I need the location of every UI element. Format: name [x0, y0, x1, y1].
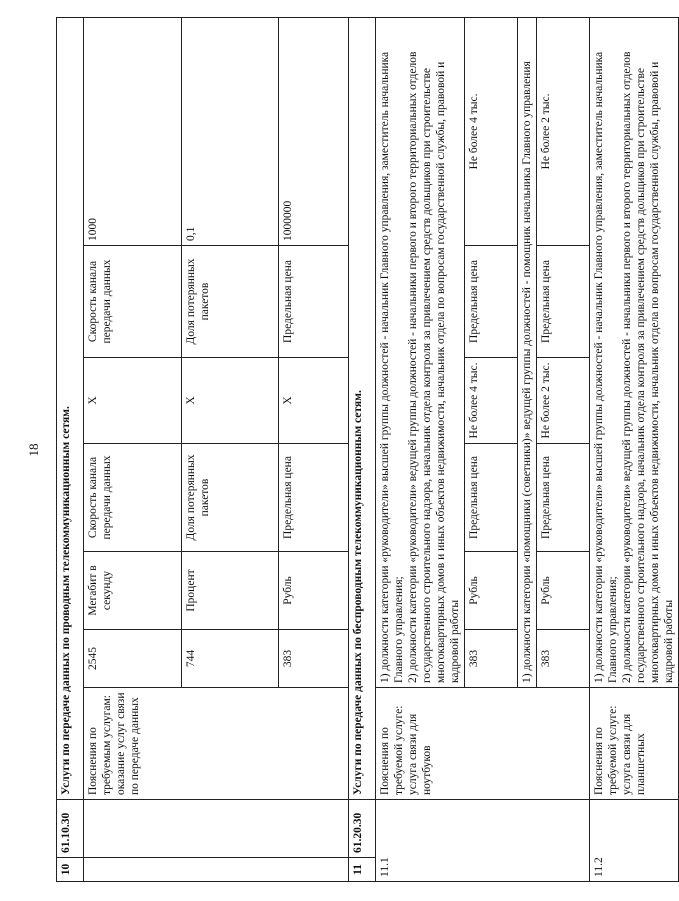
section-10-header-row [57, 17, 84, 881]
characteristic-name: Предельная цена [465, 444, 518, 552]
characteristic-value-approved: 1000000 [279, 17, 349, 245]
characteristic-value: Не более 2 тыс. [537, 358, 590, 444]
characteristic-name-approved: Предельная цена [537, 246, 590, 358]
empty-cell [84, 800, 349, 858]
characteristic-name: Предельная цена [279, 444, 349, 552]
row-11-1-number: 11.1 [376, 800, 590, 882]
okei-code: 383 [279, 630, 349, 688]
okei-code: 2545 [84, 630, 182, 688]
section-10-code: 61.10.30 [57, 800, 84, 858]
characteristic-name: Доля потерянных пакетов [181, 444, 279, 552]
characteristic-name-approved: Скорость канала передачи данных [84, 246, 182, 358]
row-11-1-positions-b-text: 1) должности категории «помощники (советники)» ведущей группы должностей - помощник начальника Главного управления [518, 17, 537, 687]
section-10-explanation: Пояснения по требуемым услугам: оказание услуг связи по передаче данных [84, 688, 349, 800]
characteristic-value-approved: Не более 2 тыс. [537, 17, 590, 245]
row-11-2-positions-text: 1) должности категории «руководители» высшей группы должностей - начальник Главного управления, заместитель начальника Главного управления; 2) должности категории «руководители» ведущей группы должностей - начальники первого и второго территориальных отделов государственного строительного надзора, начальник отдела контроля за привлечением средств дольщиков при строительстве многоквартирных домов и иных объектов недвижимости, начальник отдела по вопросам государственной службы, правовой и кадровой работы [590, 17, 679, 687]
okei-code: 383 [465, 630, 518, 688]
document-sheet [56, 18, 676, 884]
okei-code: 744 [181, 630, 279, 688]
characteristic-value: X [279, 358, 349, 444]
characteristic-value-approved: Не более 4 тыс. [465, 17, 518, 245]
row-11-2-positions [590, 17, 679, 881]
characteristic-name: Предельная цена [537, 444, 590, 552]
unit-name: Рубль [279, 552, 349, 630]
row-11-1-explanation: Пояснения по требуемой услуге: услуга связи для ноутбуков [376, 688, 590, 800]
unit-name: Рубль [537, 552, 590, 630]
requirements-table [56, 17, 679, 882]
section-11-title: Услуги по передаче данных по беспроводным телекоммуникационным сетям. [349, 17, 376, 799]
section-10-number: 10 [57, 858, 84, 882]
page-number: 18 [26, 443, 41, 457]
characteristic-name-approved: Предельная цена [465, 246, 518, 358]
section-11-code: 61.20.30 [349, 800, 376, 858]
characteristic-value: Не более 4 тыс. [465, 358, 518, 444]
row-11-2-number: 11.2 [590, 800, 679, 882]
row-11-1-positions-text: 1) должности категории «руководители» высшей группы должностей - начальник Главного управления, заместитель начальника Главного управления; 2) должности категории «руководители» ведущей группы должностей - начальники первого и второго территориальных отделов государственного строительного надзора, начальник отдела контроля за привлечением средств дольщиков при строительстве многоквартирных домов и иных объектов недвижимости, начальник отдела по вопросам государственной службы, правовой и кадровой работы [376, 17, 465, 687]
unit-name: Рубль [465, 552, 518, 630]
section-10-title: Услуги по передаче данных по проводным телекоммуникационным сетям. [57, 17, 84, 799]
row-11-1-positions [376, 17, 465, 881]
characteristic-value-approved: 1000 [84, 17, 182, 245]
characteristic-value-approved: 0,1 [181, 17, 279, 245]
okei-code: 383 [537, 630, 590, 688]
characteristic-value: X [84, 358, 182, 444]
section-10-row-speed [84, 17, 182, 881]
rotated-table-container [56, 18, 676, 882]
unit-name: Процент [181, 552, 279, 630]
section-11-header-row [349, 17, 376, 881]
empty-cell [84, 858, 349, 882]
characteristic-name-approved: Предельная цена [279, 246, 349, 358]
unit-name: Мегабит в секунду [84, 552, 182, 630]
section-11-number: 11 [349, 858, 376, 882]
characteristic-name: Скорость канала передачи данных [84, 444, 182, 552]
characteristic-name-approved: Доля потерянных пакетов [181, 246, 279, 358]
characteristic-value: X [181, 358, 279, 444]
row-11-2-explanation: Пояснения по требуемой услуге: услуга связи для планшетных [590, 688, 679, 800]
